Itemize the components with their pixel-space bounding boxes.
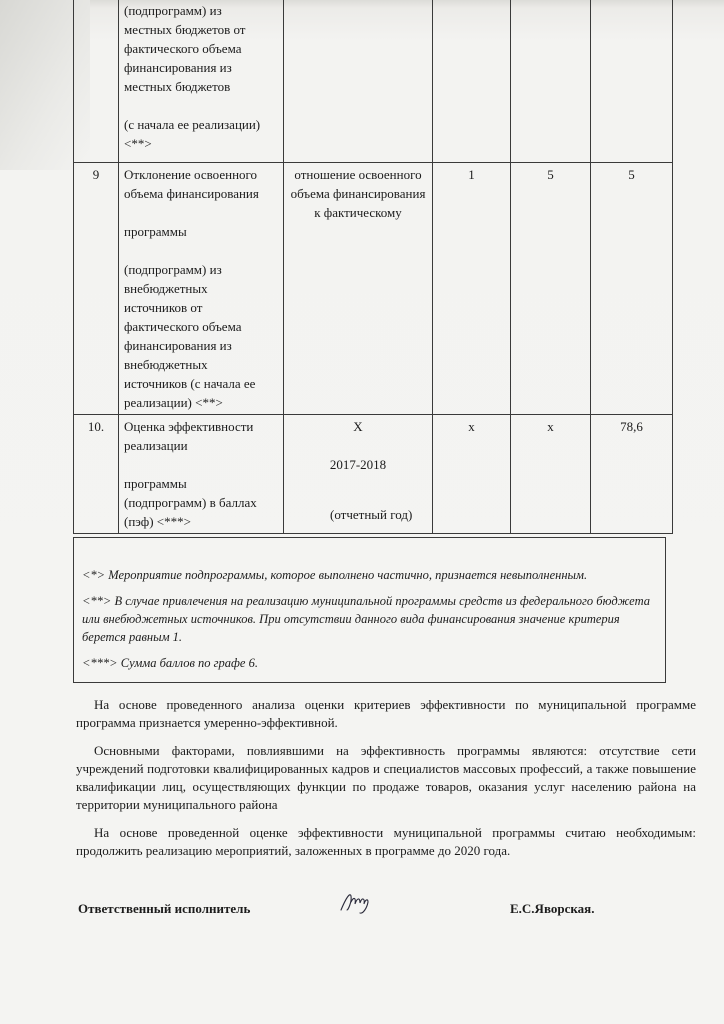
cell-text-line: реализации) <**>: [124, 395, 223, 410]
footnotes-box: [73, 537, 666, 683]
cell-col4: x: [433, 415, 511, 534]
executor-name: Е.С.Яворская.: [510, 901, 595, 916]
cell-text-line: X: [353, 419, 363, 434]
cell-text-line: отношение освоенного: [294, 167, 422, 182]
cell-col6: 78,6: [591, 415, 673, 534]
cell-text-line: внебюджетных: [124, 357, 208, 372]
cell-col5: [511, 0, 591, 163]
cell-criterion: [119, 163, 284, 415]
cell-text-line: источников (с начала ее: [124, 376, 256, 391]
cell-text-line: (подпрограмм) из: [124, 3, 222, 18]
footnote-3: <***> Сумма баллов по графе 6.: [82, 656, 258, 670]
cell-col4: [433, 0, 511, 163]
footnote-1: <*> Мероприятие подпрограммы, которое выполнено частично, признается невыполненным.: [82, 568, 588, 582]
cell-col5: 5: [511, 163, 591, 415]
cell-text-line: [289, 436, 427, 455]
cell-method: [284, 0, 433, 163]
cell-col6: 5: [591, 163, 673, 415]
cell-text-line: финансирования из: [124, 60, 232, 75]
cell-text-line: [124, 455, 278, 474]
conclusion-paragraph: [76, 696, 696, 732]
cell-text-line: источников от: [124, 300, 203, 315]
conclusion-text: На основе проведенного анализа оценки критериев эффективности по муниципальной программе программа признается умеренно-эффективной.: [76, 697, 696, 730]
cell-text-line: (подпрограмм) в баллах: [124, 495, 257, 510]
factors-text: Основными факторами, повлиявшими на эффективность программы являются: отсутствие сети учреждений подготовки квалифицированных кадров и специалистов массовых профессий, а также повышение квалификации лиц, осуществляющих функции по продаже товаров, оказания услуг населению района на территории муниципального района: [76, 743, 696, 812]
row-number: 9: [74, 163, 119, 415]
cell-text-line: <**>: [124, 136, 152, 151]
cell-text-line: к фактическому: [314, 205, 402, 220]
cell-text-line: 2017-2018: [329, 457, 387, 472]
cell-criterion: [119, 0, 284, 163]
criteria-table: [73, 0, 673, 534]
cell-text-line: объема финансирования: [290, 186, 426, 201]
cell-text-line: Отклонение освоенного: [124, 167, 258, 182]
cell-text-line: [124, 96, 278, 115]
cell-col4: 1: [433, 163, 511, 415]
responsible-executor-label: Ответственный исполнитель: [78, 901, 251, 916]
reporting-year-caption: (отчетный год): [330, 507, 413, 522]
cell-text-line: [124, 241, 278, 260]
row-number: 10.: [74, 415, 119, 534]
cell-text-line: фактического объема: [124, 41, 242, 56]
cell-text-line: объема финансирования: [124, 186, 259, 201]
cell-text-line: (с начала ее реализации): [124, 117, 261, 132]
cell-text-line: (подпрограмм) из: [124, 262, 222, 277]
cell-text-line: местных бюджетов от: [124, 22, 246, 37]
cell-text-line: финансирования из: [124, 338, 232, 353]
footnote-2: <**> В случае привлечения на реализацию муниципальной программы средств из федерального бюджета или внебюджетных источников. При отсутствии данного вида финансирования значение критерия берется равным 1.: [82, 594, 650, 644]
cell-criterion: [119, 415, 284, 534]
cell-text-line: внебюджетных: [124, 281, 208, 296]
cell-method: [284, 163, 433, 415]
cell-text-line: программы: [124, 476, 187, 491]
cell-text-line: (пэф) <***>: [124, 514, 191, 529]
factors-paragraph: [76, 742, 696, 814]
cell-text-line: программы: [124, 224, 187, 239]
cell-text-line: [124, 203, 278, 222]
cell-text-line: Оценка эффективности: [124, 419, 254, 434]
cell-text-line: реализации: [124, 438, 188, 453]
handwritten-signature-icon: [338, 888, 378, 916]
recommendation-paragraph: [76, 824, 696, 860]
table-row-9: [74, 163, 673, 415]
table-row-continued: [74, 0, 673, 163]
recommendation-text: На основе проведенной оценке эффективности муниципальной программы считаю необходимым: продолжить реализацию мероприятий, заложенных в программе до 2020 года.: [76, 825, 696, 858]
cell-col5: x: [511, 415, 591, 534]
cell-text-line: местных бюджетов: [124, 79, 231, 94]
cell-text-line: фактического объема: [124, 319, 242, 334]
cell-number: [74, 0, 119, 163]
cell-col6: [591, 0, 673, 163]
